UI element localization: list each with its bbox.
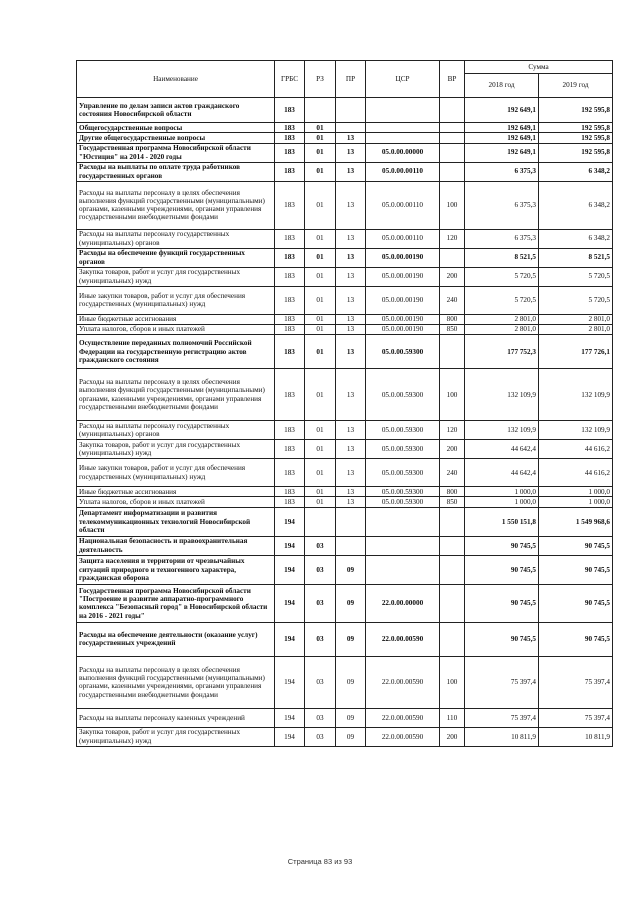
row-sum-2018: 6 375,3	[465, 162, 539, 181]
row-name: Государственная программа Новосибирской области "Построение и развитие аппаратно-программного комплекса "Безопасный город" в Новосибирской области на 2016 - 2021 годы"	[77, 584, 275, 622]
row-sum-2018: 90 745,5	[465, 622, 539, 656]
row-csr: 05.0.00.59300	[366, 335, 440, 369]
row-name: Закупка товаров, работ и услуг для государственных (муниципальных) нужд	[77, 440, 275, 459]
row-sum-2019: 6 348,2	[539, 229, 613, 248]
row-grbs: 183	[275, 459, 305, 487]
row-vr: 800	[440, 314, 465, 324]
row-name: Национальная безопасность и правоохранительная деятельность	[77, 536, 275, 555]
row-vr: 120	[440, 229, 465, 248]
row-grbs: 194	[275, 536, 305, 555]
row-sum-2018: 10 811,9	[465, 727, 539, 746]
row-csr: 05.0.00.00110	[366, 162, 440, 181]
row-pr: 13	[336, 143, 366, 162]
table-row	[77, 229, 613, 248]
row-csr: 05.0.00.00190	[366, 314, 440, 324]
row-sum-2019: 90 745,5	[539, 536, 613, 555]
row-csr: 05.0.00.59300	[366, 440, 440, 459]
row-sum-2018: 132 109,9	[465, 421, 539, 440]
row-csr: 05.0.00.00190	[366, 248, 440, 267]
table-row	[77, 507, 613, 536]
row-grbs: 183	[275, 133, 305, 143]
row-sum-2018: 90 745,5	[465, 536, 539, 555]
row-csr: 05.0.00.00110	[366, 229, 440, 248]
row-sum-2018: 5 720,5	[465, 286, 539, 314]
row-grbs: 183	[275, 267, 305, 286]
row-csr: 22.0.00.00590	[366, 622, 440, 656]
row-sum-2018: 1 000,0	[465, 487, 539, 497]
row-vr: 120	[440, 421, 465, 440]
row-sum-2019: 5 720,5	[539, 286, 613, 314]
row-vr	[440, 584, 465, 622]
table-row	[77, 123, 613, 133]
row-sum-2019: 192 595,8	[539, 98, 613, 123]
header-name: Наименование	[77, 61, 275, 98]
row-csr: 05.0.00.00000	[366, 143, 440, 162]
row-grbs: 194	[275, 555, 305, 584]
row-sum-2018: 6 375,3	[465, 229, 539, 248]
header-grbs: ГРБС	[275, 61, 305, 98]
row-csr: 22.0.00.00000	[366, 584, 440, 622]
table-row	[77, 335, 613, 369]
row-sum-2018: 192 649,1	[465, 123, 539, 133]
row-pr: 13	[336, 324, 366, 334]
row-sum-2019: 132 109,9	[539, 369, 613, 421]
row-name: Департамент информатизации и развития телекоммуникационных технологий Новосибирской области	[77, 507, 275, 536]
row-rz: 01	[305, 248, 336, 267]
table-row	[77, 267, 613, 286]
row-sum-2019: 6 348,2	[539, 162, 613, 181]
row-pr: 13	[336, 421, 366, 440]
row-name: Иные бюджетные ассигнования	[77, 314, 275, 324]
row-pr	[336, 123, 366, 133]
row-rz: 01	[305, 162, 336, 181]
row-rz	[305, 98, 336, 123]
row-sum-2018: 44 642,4	[465, 440, 539, 459]
header-year-2018: 2018 год	[465, 74, 539, 98]
row-vr	[440, 335, 465, 369]
row-csr	[366, 123, 440, 133]
row-rz: 01	[305, 123, 336, 133]
row-grbs: 183	[275, 421, 305, 440]
row-rz: 01	[305, 440, 336, 459]
table-row	[77, 314, 613, 324]
row-csr: 05.0.00.00110	[366, 181, 440, 229]
header-rz: РЗ	[305, 61, 336, 98]
row-pr	[336, 507, 366, 536]
header-csr: ЦСР	[366, 61, 440, 98]
table-row	[77, 708, 613, 727]
table-row	[77, 133, 613, 143]
row-name: Управление по делам записи актов гражданского состояния Новосибирской области	[77, 98, 275, 123]
header-year-2019: 2019 год	[539, 74, 613, 98]
row-sum-2019: 10 811,9	[539, 727, 613, 746]
row-vr: 200	[440, 440, 465, 459]
row-vr: 100	[440, 656, 465, 708]
row-name: Расходы на выплаты персоналу в целях обеспечения выполнения функций государственными (муниципальными) органами, казенными учреждениями, органами управления государственными внебюджетными фондами	[77, 656, 275, 708]
row-sum-2018: 192 649,1	[465, 98, 539, 123]
row-grbs: 194	[275, 584, 305, 622]
row-sum-2019: 5 720,5	[539, 267, 613, 286]
row-name: Государственная программа Новосибирской области "Юстиция" на 2014 - 2020 годы	[77, 143, 275, 162]
row-name: Расходы на выплаты персоналу государственных (муниципальных) органов	[77, 229, 275, 248]
table-row	[77, 162, 613, 181]
row-sum-2018: 90 745,5	[465, 584, 539, 622]
row-rz: 03	[305, 622, 336, 656]
row-rz: 01	[305, 369, 336, 421]
table-row	[77, 421, 613, 440]
row-name: Закупка товаров, работ и услуг для государственных (муниципальных) нужд	[77, 267, 275, 286]
row-vr	[440, 507, 465, 536]
row-csr: 22.0.00.00590	[366, 656, 440, 708]
row-sum-2018: 2 801,0	[465, 314, 539, 324]
row-vr	[440, 162, 465, 181]
row-grbs: 183	[275, 248, 305, 267]
row-name: Расходы на выплаты персоналу в целях обеспечения выполнения функций государственными (муниципальными) органами, казенными учреждениями, органами управления государственными внебюджетными фондами	[77, 181, 275, 229]
row-grbs: 194	[275, 622, 305, 656]
row-pr: 13	[336, 440, 366, 459]
row-grbs: 183	[275, 181, 305, 229]
row-csr: 05.0.00.59300	[366, 421, 440, 440]
row-rz: 01	[305, 143, 336, 162]
row-vr	[440, 555, 465, 584]
row-name: Расходы на выплаты персоналу в целях обеспечения выполнения функций государственными (муниципальными) органами, казенными учреждениями, органами управления государственными внебюджетными фондами	[77, 369, 275, 421]
row-sum-2019: 1 000,0	[539, 487, 613, 497]
row-pr: 13	[336, 181, 366, 229]
row-sum-2019: 177 726,1	[539, 335, 613, 369]
row-name: Иные закупки товаров, работ и услуг для обеспечения государственных (муниципальных) нужд	[77, 286, 275, 314]
row-csr: 05.0.00.59300	[366, 459, 440, 487]
table-row	[77, 459, 613, 487]
row-name: Закупка товаров, работ и услуг для государственных (муниципальных) нужд	[77, 727, 275, 746]
row-rz: 01	[305, 421, 336, 440]
table-row	[77, 536, 613, 555]
row-vr: 850	[440, 497, 465, 507]
row-vr	[440, 123, 465, 133]
row-vr	[440, 133, 465, 143]
row-name: Расходы на обеспечение деятельности (оказание услуг) государственных учреждений	[77, 622, 275, 656]
row-pr: 09	[336, 708, 366, 727]
row-sum-2018: 8 521,5	[465, 248, 539, 267]
row-name: Уплата налогов, сборов и иных платежей	[77, 324, 275, 334]
row-sum-2019: 192 595,8	[539, 123, 613, 133]
row-pr: 09	[336, 555, 366, 584]
row-vr: 100	[440, 181, 465, 229]
table-row	[77, 727, 613, 746]
table-row	[77, 584, 613, 622]
row-pr: 13	[336, 248, 366, 267]
row-pr: 13	[336, 314, 366, 324]
table-row	[77, 487, 613, 497]
row-sum-2019: 75 397,4	[539, 708, 613, 727]
row-pr: 13	[336, 459, 366, 487]
row-rz: 03	[305, 727, 336, 746]
row-sum-2018: 6 375,3	[465, 181, 539, 229]
table-row	[77, 286, 613, 314]
row-csr	[366, 507, 440, 536]
row-rz: 03	[305, 656, 336, 708]
row-csr: 22.0.00.00590	[366, 708, 440, 727]
row-sum-2019: 192 595,8	[539, 143, 613, 162]
row-sum-2018: 192 649,1	[465, 133, 539, 143]
row-grbs: 183	[275, 98, 305, 123]
row-pr: 13	[336, 162, 366, 181]
row-pr: 09	[336, 656, 366, 708]
row-sum-2018: 177 752,3	[465, 335, 539, 369]
row-grbs: 183	[275, 497, 305, 507]
table-row	[77, 622, 613, 656]
row-sum-2018: 75 397,4	[465, 708, 539, 727]
row-pr: 13	[336, 229, 366, 248]
row-pr: 13	[336, 133, 366, 143]
budget-table	[76, 60, 613, 747]
row-sum-2019: 1 549 968,6	[539, 507, 613, 536]
row-vr: 800	[440, 487, 465, 497]
row-sum-2018: 5 720,5	[465, 267, 539, 286]
row-grbs: 183	[275, 440, 305, 459]
row-sum-2018: 132 109,9	[465, 369, 539, 421]
row-grbs: 183	[275, 286, 305, 314]
row-rz: 01	[305, 335, 336, 369]
row-sum-2019: 192 595,8	[539, 133, 613, 143]
row-sum-2019: 44 616,2	[539, 440, 613, 459]
table-row	[77, 369, 613, 421]
row-pr	[336, 536, 366, 555]
row-sum-2018: 1 550 151,8	[465, 507, 539, 536]
row-pr: 09	[336, 622, 366, 656]
row-rz: 01	[305, 314, 336, 324]
row-grbs: 183	[275, 229, 305, 248]
row-grbs: 183	[275, 335, 305, 369]
row-sum-2019: 90 745,5	[539, 622, 613, 656]
row-grbs: 194	[275, 656, 305, 708]
row-name: Расходы на выплаты персоналу казенных учреждений	[77, 708, 275, 727]
row-vr: 240	[440, 459, 465, 487]
header-vr: ВР	[440, 61, 465, 98]
row-csr	[366, 98, 440, 123]
row-pr: 13	[336, 267, 366, 286]
row-csr: 05.0.00.00190	[366, 267, 440, 286]
row-csr	[366, 133, 440, 143]
row-pr: 13	[336, 286, 366, 314]
row-vr	[440, 536, 465, 555]
row-sum-2019: 90 745,5	[539, 584, 613, 622]
row-pr: 13	[336, 335, 366, 369]
row-rz: 03	[305, 584, 336, 622]
row-sum-2018: 75 397,4	[465, 656, 539, 708]
row-name: Иные закупки товаров, работ и услуг для обеспечения государственных (муниципальных) нужд	[77, 459, 275, 487]
row-sum-2019: 6 348,2	[539, 181, 613, 229]
row-grbs: 183	[275, 123, 305, 133]
budget-table-container	[76, 60, 612, 747]
row-vr: 200	[440, 727, 465, 746]
row-csr: 05.0.00.00190	[366, 324, 440, 334]
row-sum-2018: 2 801,0	[465, 324, 539, 334]
row-rz: 01	[305, 229, 336, 248]
row-rz: 03	[305, 536, 336, 555]
row-sum-2018: 1 000,0	[465, 497, 539, 507]
row-sum-2019: 75 397,4	[539, 656, 613, 708]
row-csr	[366, 555, 440, 584]
row-csr: 05.0.00.59300	[366, 497, 440, 507]
row-sum-2018: 90 745,5	[465, 555, 539, 584]
row-csr: 05.0.00.59300	[366, 369, 440, 421]
row-sum-2019: 8 521,5	[539, 248, 613, 267]
table-row	[77, 656, 613, 708]
row-rz: 01	[305, 324, 336, 334]
row-name: Осуществление переданных полномочий Российской Федерации на государственную регистрацию актов гражданского состояния	[77, 335, 275, 369]
row-grbs: 194	[275, 727, 305, 746]
row-name: Расходы на обеспечение функций государственных органов	[77, 248, 275, 267]
row-rz: 01	[305, 267, 336, 286]
row-sum-2019: 44 616,2	[539, 459, 613, 487]
table-row	[77, 98, 613, 123]
row-sum-2019: 90 745,5	[539, 555, 613, 584]
row-name: Общегосударственные вопросы	[77, 123, 275, 133]
row-pr: 13	[336, 487, 366, 497]
row-grbs: 183	[275, 162, 305, 181]
row-rz: 01	[305, 181, 336, 229]
row-vr: 100	[440, 369, 465, 421]
row-vr: 110	[440, 708, 465, 727]
row-name: Защита населения и территории от чрезвычайных ситуаций природного и техногенного характера, гражданская оборона	[77, 555, 275, 584]
row-grbs: 183	[275, 314, 305, 324]
row-vr	[440, 622, 465, 656]
header-sum: Сумма	[465, 61, 613, 74]
row-sum-2018: 44 642,4	[465, 459, 539, 487]
row-csr: 05.0.00.59300	[366, 487, 440, 497]
row-pr: 13	[336, 497, 366, 507]
row-rz	[305, 507, 336, 536]
table-row	[77, 324, 613, 334]
row-pr: 13	[336, 369, 366, 421]
row-rz: 01	[305, 487, 336, 497]
row-rz: 01	[305, 459, 336, 487]
row-grbs: 183	[275, 487, 305, 497]
row-vr	[440, 143, 465, 162]
row-sum-2019: 1 000,0	[539, 497, 613, 507]
row-rz: 03	[305, 555, 336, 584]
row-grbs: 183	[275, 324, 305, 334]
table-row	[77, 248, 613, 267]
row-vr: 850	[440, 324, 465, 334]
table-row	[77, 181, 613, 229]
row-csr: 22.0.00.00590	[366, 727, 440, 746]
row-grbs: 183	[275, 369, 305, 421]
row-rz: 01	[305, 133, 336, 143]
header-pr: ПР	[336, 61, 366, 98]
row-pr: 09	[336, 584, 366, 622]
row-sum-2019: 2 801,0	[539, 314, 613, 324]
table-row	[77, 440, 613, 459]
row-csr: 05.0.00.00190	[366, 286, 440, 314]
row-sum-2019: 2 801,0	[539, 324, 613, 334]
row-sum-2018: 192 649,1	[465, 143, 539, 162]
row-grbs: 194	[275, 507, 305, 536]
row-vr: 240	[440, 286, 465, 314]
row-pr: 09	[336, 727, 366, 746]
row-rz: 01	[305, 286, 336, 314]
row-name: Другие общегосударственные вопросы	[77, 133, 275, 143]
row-grbs: 183	[275, 143, 305, 162]
row-name: Расходы на выплаты по оплате труда работников государственных органов	[77, 162, 275, 181]
page-footer: Страница 83 из 93	[287, 857, 353, 866]
row-vr: 200	[440, 267, 465, 286]
row-csr	[366, 536, 440, 555]
row-name: Уплата налогов, сборов и иных платежей	[77, 497, 275, 507]
row-rz: 01	[305, 497, 336, 507]
table-row	[77, 497, 613, 507]
table-row	[77, 143, 613, 162]
row-rz: 03	[305, 708, 336, 727]
row-grbs: 194	[275, 708, 305, 727]
row-pr	[336, 98, 366, 123]
row-vr	[440, 248, 465, 267]
row-vr	[440, 98, 465, 123]
table-row	[77, 555, 613, 584]
row-name: Расходы на выплаты персоналу государственных (муниципальных) органов	[77, 421, 275, 440]
row-sum-2019: 132 109,9	[539, 421, 613, 440]
row-name: Иные бюджетные ассигнования	[77, 487, 275, 497]
